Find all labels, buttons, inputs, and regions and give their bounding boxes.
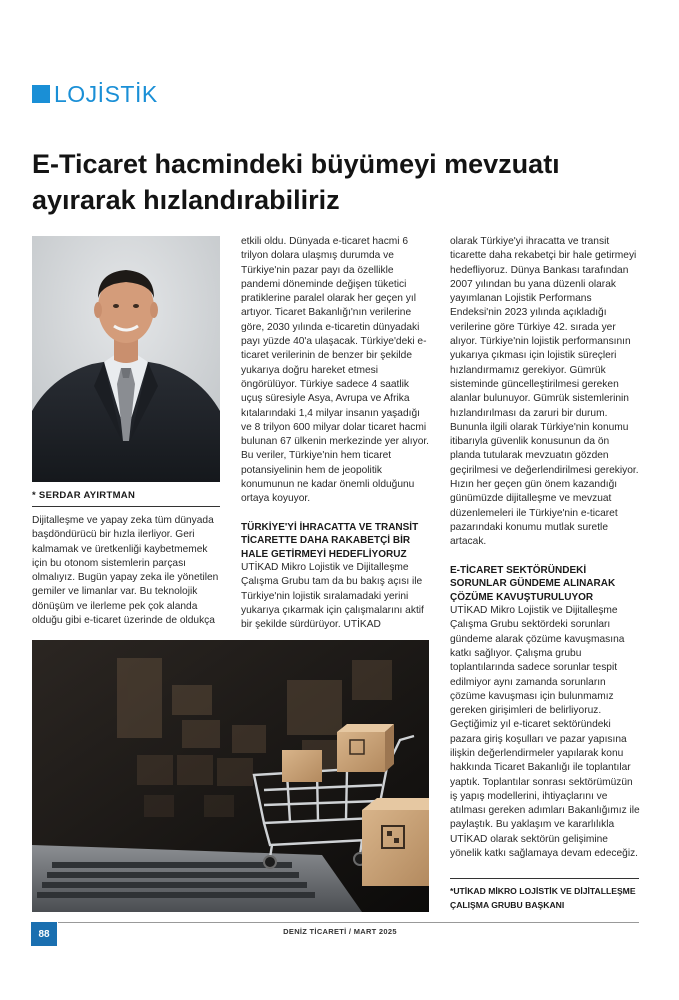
col3-paragraph-2: UTİKAD Mikro Lojistik ve Dijitalleşme Çalışma Grubu sektördeki sorunları gündeme alarak çözüme kavuşmasına katkı sağlıyor. Çalışma grubu toplantılarında sadece sorunlar tespit edilmiyor aynı zamanda sorunların çözüme kavuşması için bulunmamız gereken girişimleri de belirliyoruz. Geçtiğimiz yıl e-ticaret sektöründeki pazara giriş koşulları ve pazar yapısına ilişkin değerlendirmeler yapılarak konu hakkında Ticaret Bakanlığı ile toplantılar yaptık. Toplantılar sonrası sektörümüzün iş yapış modellerini, ihtiyaçlarını ve atılması gereken adımları Bakanlığımız ile paylaştık. Bu yaklaşım ve kararlılıkla UTİKAD olarak sektörün gelişimine yönelik katkı sağlamaya devam edeceğiz. <box>450 605 640 860</box>
footer-divider <box>58 922 639 923</box>
magazine-issue: DENİZ TİCARETİ / MART 2025 <box>283 927 397 936</box>
column-3 <box>450 235 642 861</box>
section-square-icon <box>32 85 50 103</box>
caption-divider <box>32 506 220 507</box>
article-headline: E-Ticaret hacmindeki büyümeyi mevzuatı ayırarak hızlandırabiliriz <box>32 149 560 215</box>
page-number: 88 <box>31 922 57 946</box>
note-divider <box>450 878 639 879</box>
section-tag <box>32 82 158 106</box>
col1-paragraph: Dijitalleşme ve yapay zeka tüm dünyada başdöndürücü bir hızla ilerliyor. Geri kalmamak ve üretkenliği kaybetmemek için bu otonom sistemlerin parçası olmalıyız. Bugün yapay zeka ile yönetilen gemiler ve limanlar var. Bu teknolojik dönüşüm ve ilerleme pek çok alanda olduğu gibi e-ticaret üzerinde de oldukça <box>32 515 219 627</box>
author-portrait-illustration <box>32 236 220 482</box>
col2-paragraph-2: UTİKAD Mikro Lojistik ve Dijitalleşme Çalışma Grubu tam da bu bakış açısı ile Türkiye'nin lojistik sıralamadaki yerini yukarıya çıkarmak için çalışmalarını aktif bir şekilde sürdürüyor. UTİKAD <box>241 562 424 631</box>
ecommerce-photo <box>32 640 429 912</box>
col3-subheading: E-TİCARET SEKTÖRÜNDEKİ SORUNLAR GÜNDEME ALINARAK ÇÖZÜME KAVUŞTURULUYOR <box>450 564 616 603</box>
col2-paragraph-1: etkili oldu. Dünyada e-ticaret hacmi 6 trilyon dolara ulaşmış durumda ve Türkiye'nin pazar payı da özellikle pandemi döneminde değişen tüketici pratiklerine paralel olarak her geçen yıl artıyor. Ticaret Bakanlığı'nın verilerine göre, 2030 yılında e-ticaretin dünyadaki payı yüzde 40'a ulaşacak. Türkiye'deki e-ticaret verilerinin de benzer bir şekilde yukarıya doğru hareket etmesi öngörülüyor. Türkiye sadece 4 saatlik uçuş süresiyle Asya, Avrupa ve Afrika kıtalarındaki 1,4 milyar insanın yaşadığı ve 8 trilyon 600 milyar dolar ticaret hacmi bulunan 67 ülkenin merkezinde yer alıyor. Bu veriler, Türkiye'nin hem ticaret potansiyelinin hem de jeopolitik konumunun ne kadar önemli olduğunu ortaya koyuyor. <box>241 236 430 505</box>
section-label: LOJİSTİK <box>54 80 158 107</box>
col3-paragraph-1: olarak Türkiye'yi ihracatta ve transit ticarette daha rekabetçi bir hale getirmeyi hedefliyoruz. Dünya Bankası tarafından 2007 yılından bu yana düzenli olarak yayımlanan Lojistik Performans Endeksi'nin 2023 yılında açıkladığı verilerine göre Türkiye 42. sırada yer alıyor. Türkiye'nin lojistik performansının yukarıya çıkması için lojistik süreçleri hızlandırmamız gerekiyor. Gümrük sisteminde güncelleştirilmesi gereken alanlar bulunuyor. Gümrük sistemlerinin hızlandırılması da zaruri bir durum. Bununla ilgili olarak Türkiye'nin konumu itibarıyla güvenlik konusunun da ön planda tutularak mevzuatın gözden geçirilmesi ve değerlendirilmesi gerekiyor. Hızın her geçen gün önem kazandığı günümüzde dijitalleşme ve mevzuat düzenlemeleri ile Türkiye'nin e-ticaret pazarındaki konumu mutlak suretle artacak. <box>450 236 639 548</box>
column-1 <box>32 514 222 628</box>
col2-subheading: TÜRKİYE'Yİ İHRACATTA VE TRANSİT TİCARETTE DAHA RAKABETÇİ BİR HALE GETİRMEYİ HEDEFLİYORUZ <box>241 521 419 560</box>
author-note: *UTİKAD MİKRO LOJİSTİK VE DİJİTALLEŞME ÇALIŞMA GRUBU BAŞKANI <box>450 886 636 910</box>
shopping-cart-laptop-illustration <box>32 640 429 912</box>
author-photo <box>32 236 220 482</box>
author-caption: * SERDAR AYIRTMAN <box>32 490 136 501</box>
column-2 <box>241 235 433 633</box>
